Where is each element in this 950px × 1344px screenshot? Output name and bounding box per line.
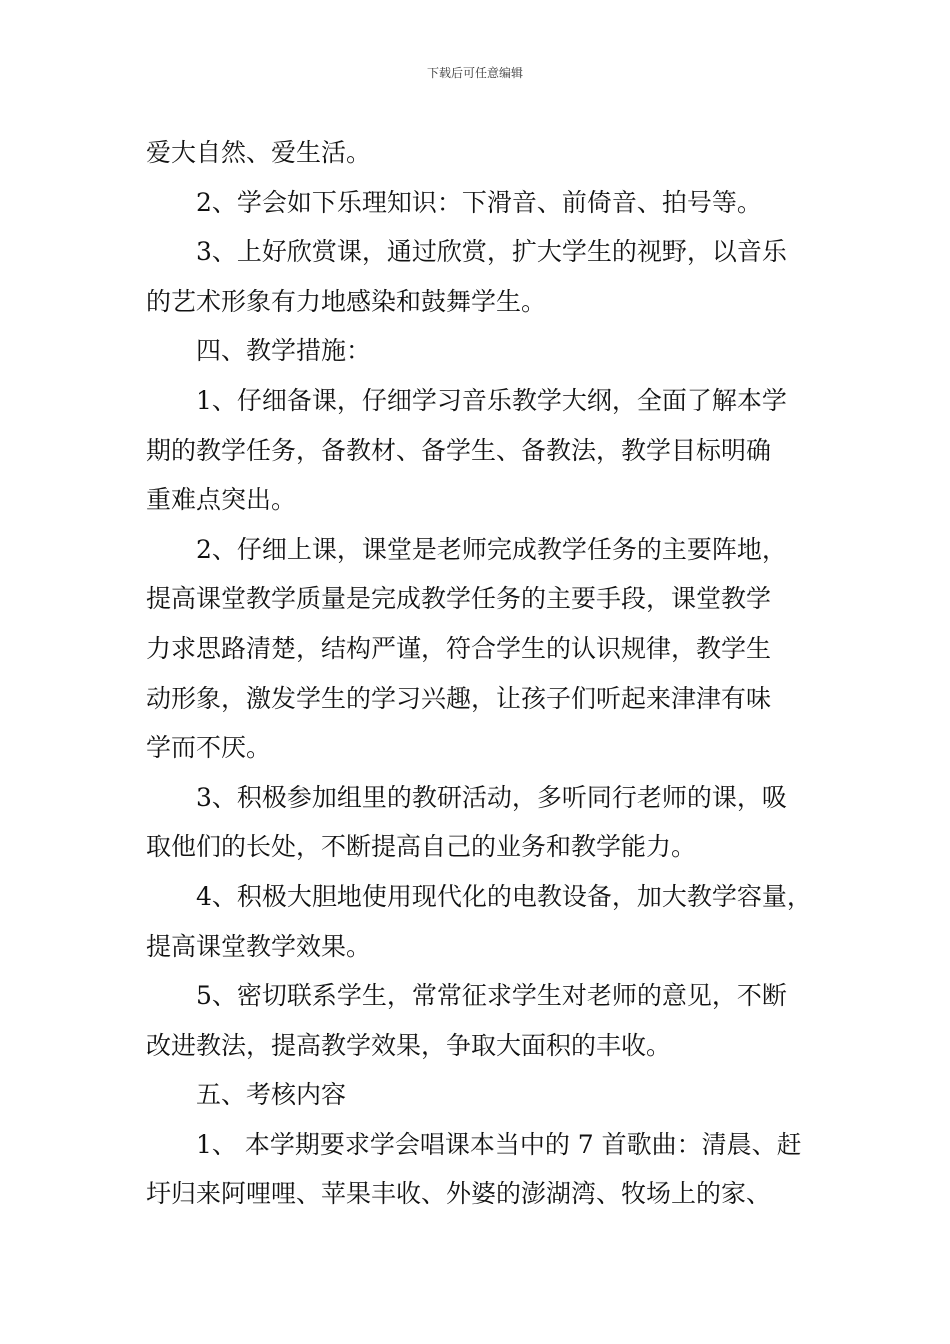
text-line: 爱大自然、爱生活。	[146, 138, 372, 167]
text-line: 重难点突出。	[146, 485, 297, 515]
text-line: 5、密切联系学生，常常征求学生对老师的意见，不断	[196, 981, 787, 1011]
section-heading: 四、教学措施：	[196, 336, 372, 366]
section-heading: 五、考核内容	[196, 1080, 347, 1110]
text-line: 2、学会如下乐理知识：下滑音、前倚音、拍号等。	[196, 187, 762, 217]
text-line: 动形象，激发学生的学习兴趣，让孩子们听起来津津有味	[146, 683, 772, 713]
text-line: 3、积极参加组里的教研活动，多听同行老师的课，吸	[196, 782, 787, 812]
text-line: 圩归来阿哩哩、苹果丰收、外婆的澎湖湾、牧场上的家、	[146, 1179, 772, 1209]
text-line: 1、仔细备课，仔细学习音乐教学大纲，全面了解本学	[196, 385, 787, 415]
text-line: 2、仔细上课，课堂是老师完成教学任务的主要阵地，	[196, 534, 787, 564]
text-line: 改进教法，提高教学效果，争取大面积的丰收。	[146, 1030, 672, 1060]
text-line: 4、积极大胆地使用现代化的电教设备，加大教学容量，	[196, 881, 812, 911]
text-line: 取他们的长处，不断提高自己的业务和教学能力。	[146, 832, 697, 862]
text-line: 提高课堂教学质量是完成教学任务的主要手段，课堂教学	[146, 584, 772, 614]
text-line: 期的教学任务，备教材、备学生、备教法，教学目标明确	[146, 435, 772, 465]
page-header: 下载后可任意编辑	[426, 66, 523, 80]
text-line: 3、上好欣赏课，通过欣赏，扩大学生的视野，以音乐	[196, 237, 787, 267]
text-line: 提高课堂教学效果。	[146, 931, 372, 961]
document-body	[146, 128, 816, 1219]
text-line: 力求思路清楚，结构严谨，符合学生的认识规律，教学生	[146, 633, 772, 663]
text-line: 的艺术形象有力地感染和鼓舞学生。	[146, 286, 547, 316]
text-line: 1、 本学期要求学会唱课本当中的 7 首歌曲：清晨、赶	[196, 1129, 802, 1159]
text-line: 学而不厌。	[146, 733, 272, 763]
